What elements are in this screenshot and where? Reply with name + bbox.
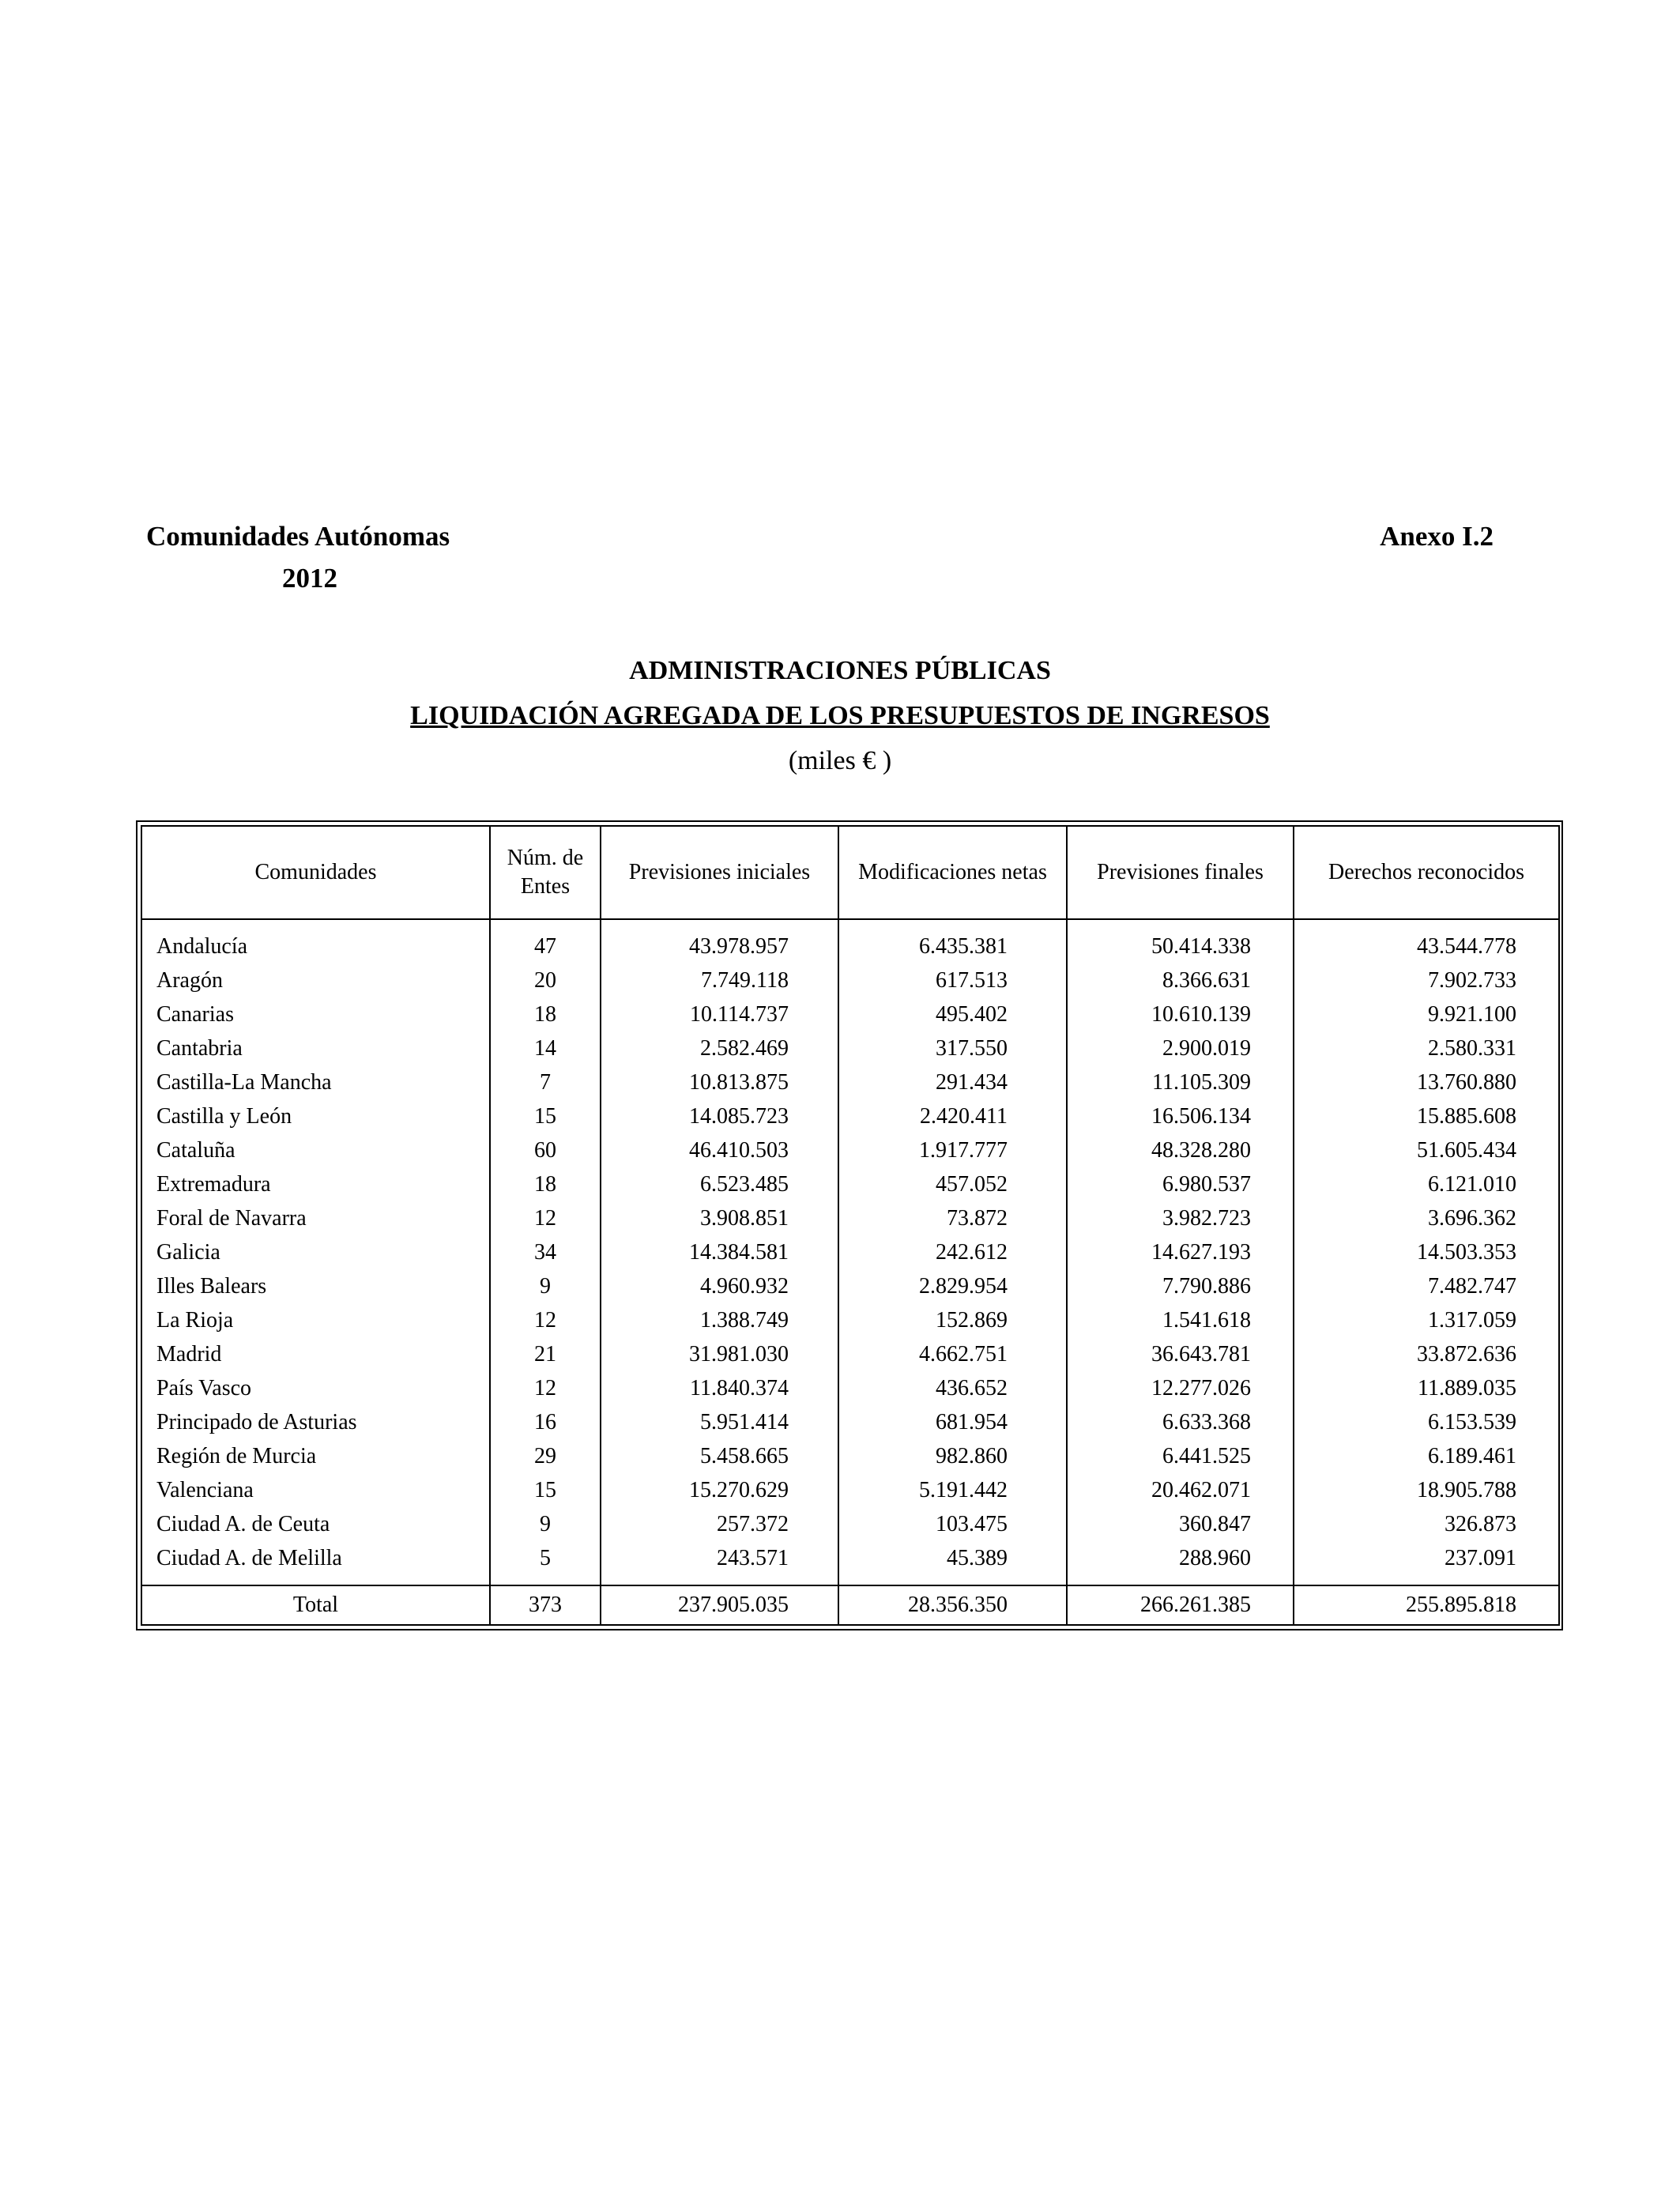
- table-row: [141, 1269, 1559, 1303]
- col-header-comunidades: Comunidades: [141, 826, 490, 919]
- previsiones-finales: 360.847: [1067, 1507, 1294, 1541]
- title-block: [0, 648, 1680, 783]
- previsiones-iniciales: 7.749.118: [601, 963, 838, 997]
- num-entes: 15: [490, 1099, 601, 1133]
- header-left-block: [146, 515, 450, 599]
- previsiones-iniciales: 11.840.374: [601, 1371, 838, 1405]
- previsiones-iniciales: 243.571: [601, 1541, 838, 1585]
- table-row: [141, 1201, 1559, 1235]
- num-entes: 16: [490, 1405, 601, 1439]
- table-row: [141, 1031, 1559, 1065]
- previsiones-finales: 50.414.338: [1067, 919, 1294, 963]
- budget-table: [141, 825, 1560, 1626]
- derechos-reconocidos: 3.696.362: [1294, 1201, 1559, 1235]
- num-entes: 21: [490, 1337, 601, 1371]
- num-entes: 60: [490, 1133, 601, 1167]
- derechos-reconocidos: 2.580.331: [1294, 1031, 1559, 1065]
- num-entes: 29: [490, 1439, 601, 1473]
- total-previsiones-iniciales: 237.905.035: [601, 1585, 838, 1625]
- table-row: [141, 1303, 1559, 1337]
- derechos-reconocidos: 6.189.461: [1294, 1439, 1559, 1473]
- year-label: 2012: [282, 563, 337, 594]
- modificaciones-netas: 45.389: [838, 1541, 1067, 1585]
- total-label: Total: [141, 1585, 490, 1625]
- community-name: Aragón: [156, 968, 223, 993]
- previsiones-iniciales: 257.372: [601, 1507, 838, 1541]
- modificaciones-netas: 1.917.777: [838, 1133, 1067, 1167]
- previsiones-finales: 16.506.134: [1067, 1099, 1294, 1133]
- previsiones-finales: 6.980.537: [1067, 1167, 1294, 1201]
- previsiones-finales: 6.441.525: [1067, 1439, 1294, 1473]
- table-row: [141, 1337, 1559, 1371]
- budget-table-container: [136, 820, 1563, 1630]
- modificaciones-netas: 2.420.411: [838, 1099, 1067, 1133]
- previsiones-finales: 7.790.886: [1067, 1269, 1294, 1303]
- num-entes: 9: [490, 1269, 601, 1303]
- derechos-reconocidos: 33.872.636: [1294, 1337, 1559, 1371]
- total-derechos-reconocidos: 255.895.818: [1294, 1585, 1559, 1625]
- community-name: Castilla y León: [156, 1104, 292, 1129]
- total-previsiones-finales: 266.261.385: [1067, 1585, 1294, 1625]
- previsiones-iniciales: 14.085.723: [601, 1099, 838, 1133]
- modificaciones-netas: 103.475: [838, 1507, 1067, 1541]
- table-header-row: [141, 826, 1559, 919]
- modificaciones-netas: 6.435.381: [838, 919, 1067, 963]
- previsiones-finales: 288.960: [1067, 1541, 1294, 1585]
- num-entes: 14: [490, 1031, 601, 1065]
- modificaciones-netas: 436.652: [838, 1371, 1067, 1405]
- community-name: Valenciana: [156, 1478, 254, 1502]
- num-entes: 18: [490, 997, 601, 1031]
- num-entes: 47: [490, 919, 601, 963]
- table-row: [141, 1439, 1559, 1473]
- previsiones-finales: 48.328.280: [1067, 1133, 1294, 1167]
- derechos-reconocidos: 6.121.010: [1294, 1167, 1559, 1201]
- modificaciones-netas: 317.550: [838, 1031, 1067, 1065]
- modificaciones-netas: 73.872: [838, 1201, 1067, 1235]
- table-row: [141, 1473, 1559, 1507]
- derechos-reconocidos: 11.889.035: [1294, 1371, 1559, 1405]
- community-name: Ciudad A. de Ceuta: [156, 1512, 330, 1536]
- derechos-reconocidos: 43.544.778: [1294, 919, 1559, 963]
- previsiones-iniciales: 4.960.932: [601, 1269, 838, 1303]
- table-row: [141, 1099, 1559, 1133]
- table-row: [141, 1405, 1559, 1439]
- previsiones-finales: 10.610.139: [1067, 997, 1294, 1031]
- modificaciones-netas: 5.191.442: [838, 1473, 1067, 1507]
- modificaciones-netas: 617.513: [838, 963, 1067, 997]
- community-name: Principado de Asturias: [156, 1410, 357, 1434]
- table-row: [141, 1235, 1559, 1269]
- table-row: [141, 919, 1559, 963]
- annex-label: Anexo I.2: [1380, 521, 1494, 552]
- table-row: [141, 963, 1559, 997]
- table-row: [141, 1133, 1559, 1167]
- modificaciones-netas: 681.954: [838, 1405, 1067, 1439]
- previsiones-finales: 12.277.026: [1067, 1371, 1294, 1405]
- community-name: Cantabria: [156, 1036, 243, 1061]
- table-row: [141, 1371, 1559, 1405]
- num-entes: 9: [490, 1507, 601, 1541]
- previsiones-finales: 6.633.368: [1067, 1405, 1294, 1439]
- table-row: [141, 1167, 1559, 1201]
- previsiones-iniciales: 5.951.414: [601, 1405, 838, 1439]
- community-name: Canarias: [156, 1002, 234, 1027]
- community-name: Castilla-La Mancha: [156, 1070, 332, 1095]
- total-row: [141, 1585, 1559, 1625]
- community-name: Illes Balears: [156, 1274, 267, 1299]
- num-entes: 12: [490, 1201, 601, 1235]
- derechos-reconocidos: 51.605.434: [1294, 1133, 1559, 1167]
- previsiones-finales: 20.462.071: [1067, 1473, 1294, 1507]
- table-row: [141, 997, 1559, 1031]
- community-name: Ciudad A. de Melilla: [156, 1546, 342, 1570]
- units-subtitle: (miles € ): [788, 746, 892, 775]
- previsiones-iniciales: 2.582.469: [601, 1031, 838, 1065]
- previsiones-finales: 36.643.781: [1067, 1337, 1294, 1371]
- derechos-reconocidos: 14.503.353: [1294, 1235, 1559, 1269]
- community-name: La Rioja: [156, 1308, 234, 1333]
- previsiones-iniciales: 3.908.851: [601, 1201, 838, 1235]
- derechos-reconocidos: 237.091: [1294, 1541, 1559, 1585]
- col-header-modificaciones-netas: Modificaciones netas: [838, 826, 1067, 919]
- num-entes: 20: [490, 963, 601, 997]
- derechos-reconocidos: 7.482.747: [1294, 1269, 1559, 1303]
- previsiones-finales: 2.900.019: [1067, 1031, 1294, 1065]
- previsiones-iniciales: 5.458.665: [601, 1439, 838, 1473]
- total-modificaciones-netas: 28.356.350: [838, 1585, 1067, 1625]
- total-entes: 373: [490, 1585, 601, 1625]
- num-entes: 12: [490, 1371, 601, 1405]
- previsiones-finales: 1.541.618: [1067, 1303, 1294, 1337]
- modificaciones-netas: 4.662.751: [838, 1337, 1067, 1371]
- derechos-reconocidos: 9.921.100: [1294, 997, 1559, 1031]
- previsiones-iniciales: 43.978.957: [601, 919, 838, 963]
- derechos-reconocidos: 18.905.788: [1294, 1473, 1559, 1507]
- derechos-reconocidos: 15.885.608: [1294, 1099, 1559, 1133]
- previsiones-finales: 14.627.193: [1067, 1235, 1294, 1269]
- title-line-2: LIQUIDACIÓN AGREGADA DE LOS PRESUPUESTOS DE INGRESOS: [410, 701, 1270, 730]
- community-name: Andalucía: [156, 934, 248, 959]
- previsiones-iniciales: 15.270.629: [601, 1473, 838, 1507]
- community-name: Extremadura: [156, 1172, 271, 1197]
- previsiones-iniciales: 14.384.581: [601, 1235, 838, 1269]
- col-header-previsiones-finales: Previsiones finales: [1067, 826, 1294, 919]
- previsiones-iniciales: 46.410.503: [601, 1133, 838, 1167]
- modificaciones-netas: 152.869: [838, 1303, 1067, 1337]
- num-entes: 34: [490, 1235, 601, 1269]
- col-header-derechos-reconocidos: Derechos reconocidos: [1294, 826, 1559, 919]
- num-entes: 12: [490, 1303, 601, 1337]
- previsiones-iniciales: 10.114.737: [601, 997, 838, 1031]
- previsiones-finales: 11.105.309: [1067, 1065, 1294, 1099]
- community-name: Galicia: [156, 1240, 220, 1265]
- previsiones-iniciales: 31.981.030: [601, 1337, 838, 1371]
- previsiones-finales: 8.366.631: [1067, 963, 1294, 997]
- num-entes: 5: [490, 1541, 601, 1585]
- modificaciones-netas: 242.612: [838, 1235, 1067, 1269]
- table-row: [141, 1507, 1559, 1541]
- num-entes: 18: [490, 1167, 601, 1201]
- modificaciones-netas: 457.052: [838, 1167, 1067, 1201]
- derechos-reconocidos: 7.902.733: [1294, 963, 1559, 997]
- table-row: [141, 1065, 1559, 1099]
- previsiones-iniciales: 1.388.749: [601, 1303, 838, 1337]
- region-label: Comunidades Autónomas: [146, 521, 450, 552]
- num-entes: 7: [490, 1065, 601, 1099]
- previsiones-finales: 3.982.723: [1067, 1201, 1294, 1235]
- community-name: Foral de Navarra: [156, 1206, 307, 1231]
- previsiones-iniciales: 6.523.485: [601, 1167, 838, 1201]
- modificaciones-netas: 2.829.954: [838, 1269, 1067, 1303]
- derechos-reconocidos: 1.317.059: [1294, 1303, 1559, 1337]
- derechos-reconocidos: 6.153.539: [1294, 1405, 1559, 1439]
- community-name: Cataluña: [156, 1138, 235, 1163]
- num-entes: 15: [490, 1473, 601, 1507]
- document-header: [146, 515, 1494, 599]
- modificaciones-netas: 982.860: [838, 1439, 1067, 1473]
- table-row: [141, 1541, 1559, 1585]
- title-line-1: ADMINISTRACIONES PÚBLICAS: [629, 656, 1051, 685]
- col-header-previsiones-iniciales: Previsiones iniciales: [601, 826, 838, 919]
- col-header-num-entes: Núm. de Entes: [490, 826, 601, 919]
- derechos-reconocidos: 326.873: [1294, 1507, 1559, 1541]
- modificaciones-netas: 495.402: [838, 997, 1067, 1031]
- community-name: Región de Murcia: [156, 1444, 317, 1468]
- derechos-reconocidos: 13.760.880: [1294, 1065, 1559, 1099]
- community-name: País Vasco: [156, 1376, 252, 1400]
- previsiones-iniciales: 10.813.875: [601, 1065, 838, 1099]
- modificaciones-netas: 291.434: [838, 1065, 1067, 1099]
- community-name: Madrid: [156, 1342, 222, 1367]
